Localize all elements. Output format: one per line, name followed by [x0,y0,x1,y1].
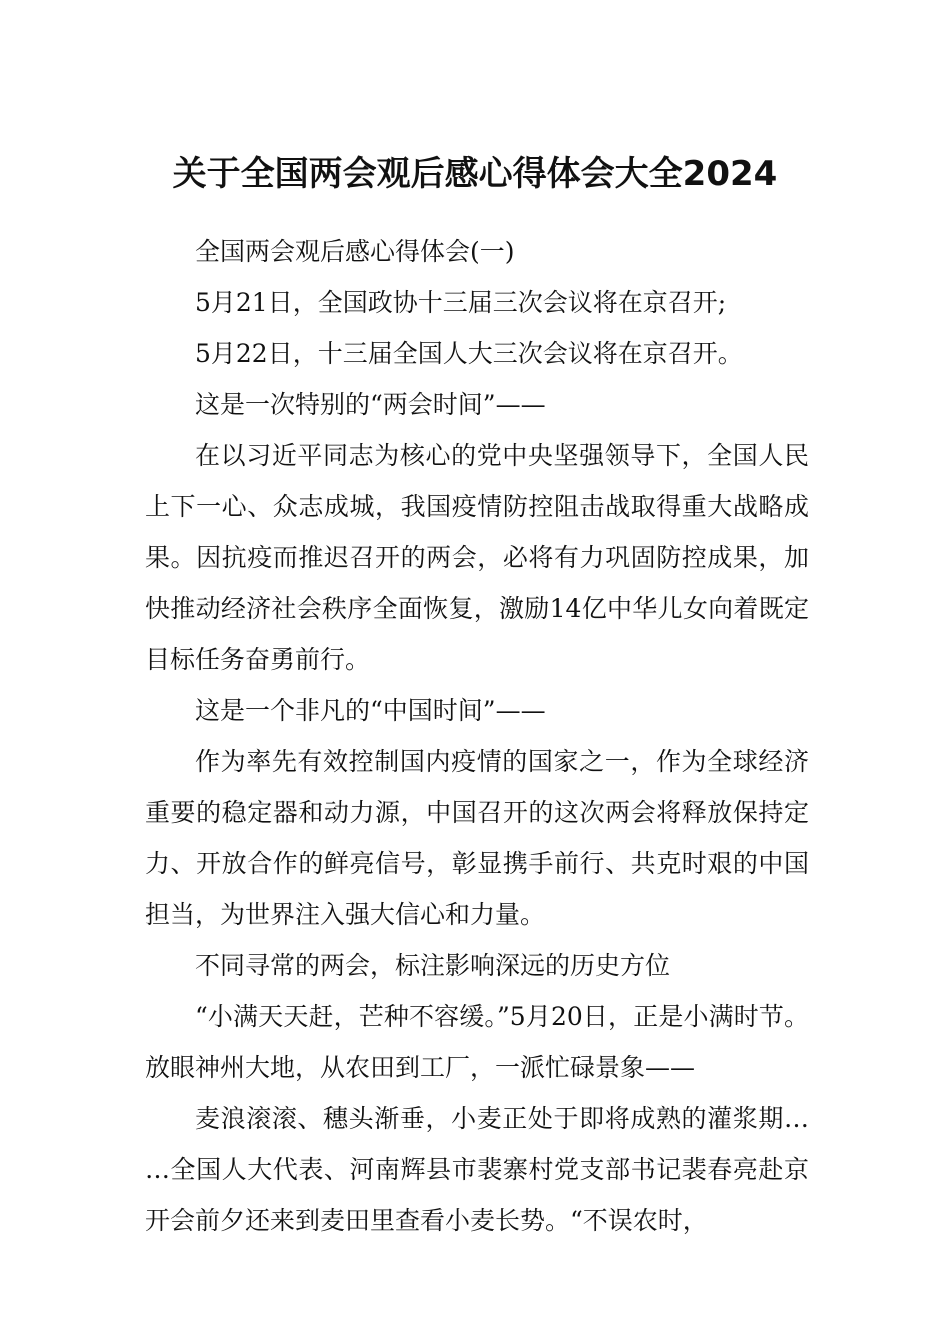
document-body [145,226,809,1246]
paragraph-special-time: 这是一次特别的“两会时间”—— [195,390,546,419]
document-title: 关于全国两会观后感心得体会大全2024 [172,153,778,194]
paragraph-xiaoman: “小满天天赶，芒种不容缓。”5月20日，正是小满时节。放眼神州大地，从农田到工厂，一派忙碌景象—— [145,1002,809,1082]
paragraph-cppcc-date: 5月21日，全国政协十三届三次会议将在京召开; [195,288,727,317]
paragraph-npc-date: 5月22日，十三届全国人大三次会议将在京召开。 [195,339,743,368]
paragraph-wheat-fields: 麦浪滚滚、穗头渐垂，小麦正处于即将成熟的灌浆期……全国人大代表、河南辉县市裴寨村党支部书记裴春亮赴京开会前夕还来到麦田里查看小麦长势。“不误农时， [145,1104,809,1235]
paragraph-global-role: 作为率先有效控制国内疫情的国家之一，作为全球经济重要的稳定器和动力源，中国召开的这次两会将释放保持定力、开放合作的鲜亮信号，彰显携手前行、共克时艰的中国担当，为世界注入强大信心和力量。 [145,747,809,929]
paragraph-subtitle: 全国两会观后感心得体会(一) [195,237,515,266]
paragraph-china-time: 这是一个非凡的“中国时间”—— [195,696,546,725]
paragraph-leadership: 在以习近平同志为核心的党中央坚强领导下，全国人民上下一心、众志成城，我国疫情防控阻击战取得重大战略成果。因抗疫而推迟召开的两会，必将有力巩固防控成果，加快推动经济社会秩序全面恢复，激励14亿中华儿女向着既定目标任务奋勇前行。 [145,441,809,674]
paragraph-historic-position: 不同寻常的两会，标注影响深远的历史方位 [195,951,671,980]
